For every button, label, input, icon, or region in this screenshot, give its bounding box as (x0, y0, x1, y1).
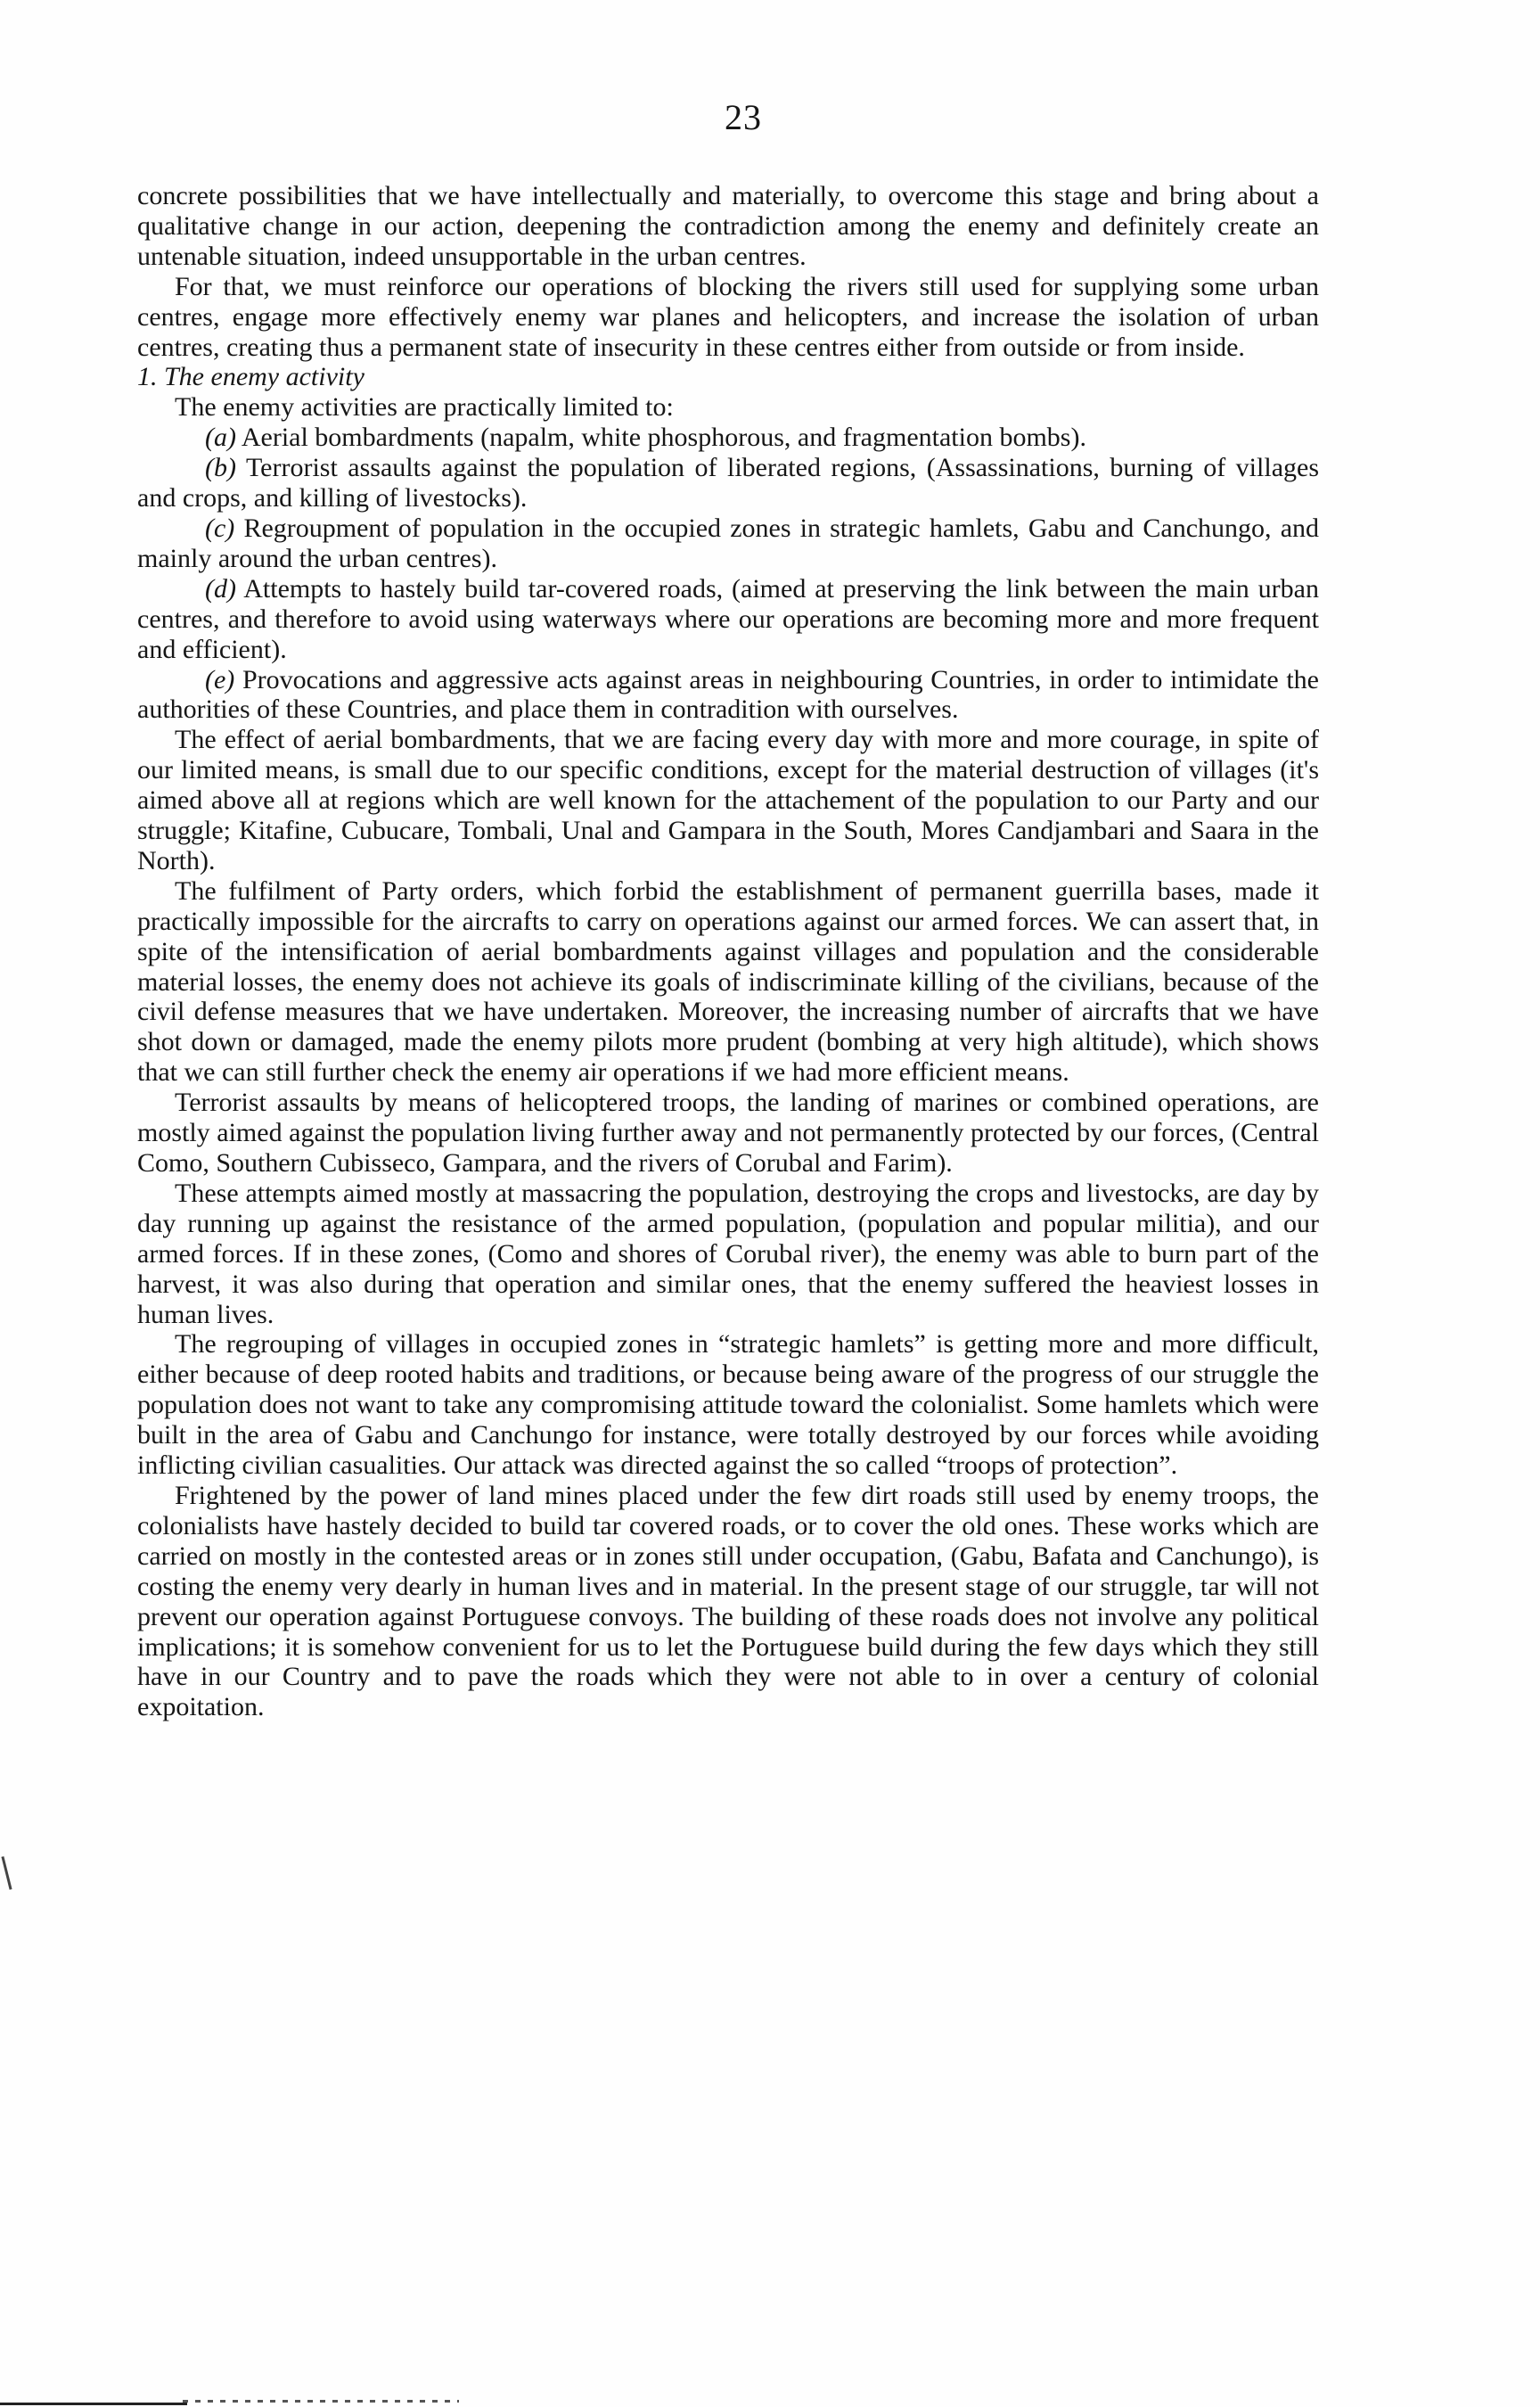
list-item-a (137, 423, 1319, 453)
list-label-d: (d) (205, 573, 236, 604)
paragraph-aerial-bombardments: The effect of aerial bombardments, that we are facing every day with more and more courage, in spite of our limited means, is small due to our specific conditions, except for the material destruction of villages (it's aimed above all at regions which are well known for the attachement of the population to our Party and our struggle; Kitafine, Cubucare, Tombali, Unal and Gampara in the South, Mores Candjambari and Saara in the North). (137, 725, 1319, 875)
list-label-b: (b) (205, 453, 236, 483)
list-label-c: (c) (205, 513, 235, 543)
list-text-a: Aerial bombardments (napalm, white phosphorous, and fragmentation bombs). (241, 423, 1086, 453)
paragraph-massacre-attempts: These attempts aimed mostly at massacring the population, destroying the crops and livestocks, are day by day running up against the resistance of the armed population, (population and popular militia), and our armed forces. If in these zones, (Como and shores of Corubal river), the enemy was able to burn part of the harvest, it was also during that operation and similar ones, that the enemy suffered the heaviest losses in human lives. (137, 1178, 1319, 1329)
paragraph-party-orders: The fulfilment of Party orders, which forbid the establishment of permanent guerrilla bases, made it practically impossible for the aircrafts to carry on operations against our armed forces. We can assert that, in spite of the intensification of aerial bombardments against villages and population and the considerable material losses, the enemy does not achieve its goals of indiscriminate killing of the civilians, because of the civil defense measures that we have undertaken. Moreover, the increasing number of aircrafts that we have shot down or damaged, made the enemy pilots more prudent (bombing at very high altitude), which shows that we can still further check the enemy air operations if we had more efficient means. (137, 875, 1319, 1088)
list-intro: The enemy activities are practically limited to: (175, 392, 674, 423)
paragraph-tar-roads: Frightened by the power of land mines placed under the few dirt roads still used by enemy troops, the colonialists have hastely decided to build tar covered roads, or to cover the old ones. These works which are carried on mostly in the contested areas or in zones still under occupation, (Gabu, Bafata and Canchungo), is costing the enemy very dearly in human lives and in material. In the present stage of our struggle, tar will not prevent our operation against Portuguese convoys. The building of these roads does not involve any political implications; it is somehow convenient for us to let the Portuguese build during the few days which they still have in our Country and to pave the roads which they were not able to in over a century of colonial expoitation. (137, 1480, 1319, 1722)
list-text-c: Regroupment of population in the occupied zones in strategic hamlets, Gabu and Canchungo, and mainly around the urban centres). (137, 513, 1320, 573)
paragraph-reinforce-operations: For that, we must reinforce our operations of blocking the rivers still used for supplying some urban centres, engage more effectively enemy war planes and helicopters, and increase the isolation of urban centres, creating thus a permanent state of insecurity in these centres either from outside or from inside. (137, 271, 1319, 362)
bottom-rule (0, 2403, 187, 2405)
list-item-d (137, 574, 1319, 665)
paragraph-continuation: concrete possibilities that we have intellectually and materially, to overcome this stage and bring about a qualitative change in our action, deepening the contradiction among the enemy and definitely create an untenable situation, indeed unsupportable in the urban centres. (137, 181, 1319, 271)
list-text-b: Terrorist assaults against the population of liberated regions, (Assassinations, burning of villages and crops, and killing of livestocks). (137, 453, 1319, 513)
paragraph-terrorist-assaults: Terrorist assaults by means of helicoptered troops, the landing of marines or combined operations, are mostly aimed against the population living further away and not permanently protected by our forces, (Central Como, Southern Cubisseco, Gampara, and the rivers of Corubal and Farim). (137, 1088, 1319, 1178)
list-text-e: Provocations and aggressive acts against areas in neighbouring Countries, in order to intimidate the authorities of these Countries, and place them in contradition with ourselves. (137, 664, 1319, 725)
page-number: 23 (725, 97, 762, 137)
section-heading: 1. The enemy activity (137, 362, 365, 392)
list-item-c (137, 513, 1319, 574)
list-label-e: (e) (205, 664, 235, 694)
body-text (137, 181, 1319, 1722)
paragraph-strategic-hamlets: The regrouping of villages in occupied zones in “strategic hamlets” is getting more and more difficult, either because of deep rooted habits and traditions, or because being aware of the progress of our struggle the population does not want to take any compromising attitude toward the colonialist. Some hamlets which were built in the area of Gabu and Canchungo for instance, were totally destroyed by our forces while avoiding inflicting civilian casualities. Our attack was directed against the so called “troops of protection”. (137, 1329, 1319, 1481)
list-text-d: Attempts to hastely build tar-covered roads, (aimed at preserving the link between the main urban centres, and therefore to avoid using waterways where our operations are becoming more and more frequent and efficient). (137, 573, 1319, 664)
list-item-e (137, 665, 1319, 726)
list-item-b (137, 453, 1319, 513)
bottom-dotted-rule (183, 2400, 459, 2403)
list-label-a: (a) (205, 423, 236, 453)
margin-mark (1, 1856, 12, 1890)
